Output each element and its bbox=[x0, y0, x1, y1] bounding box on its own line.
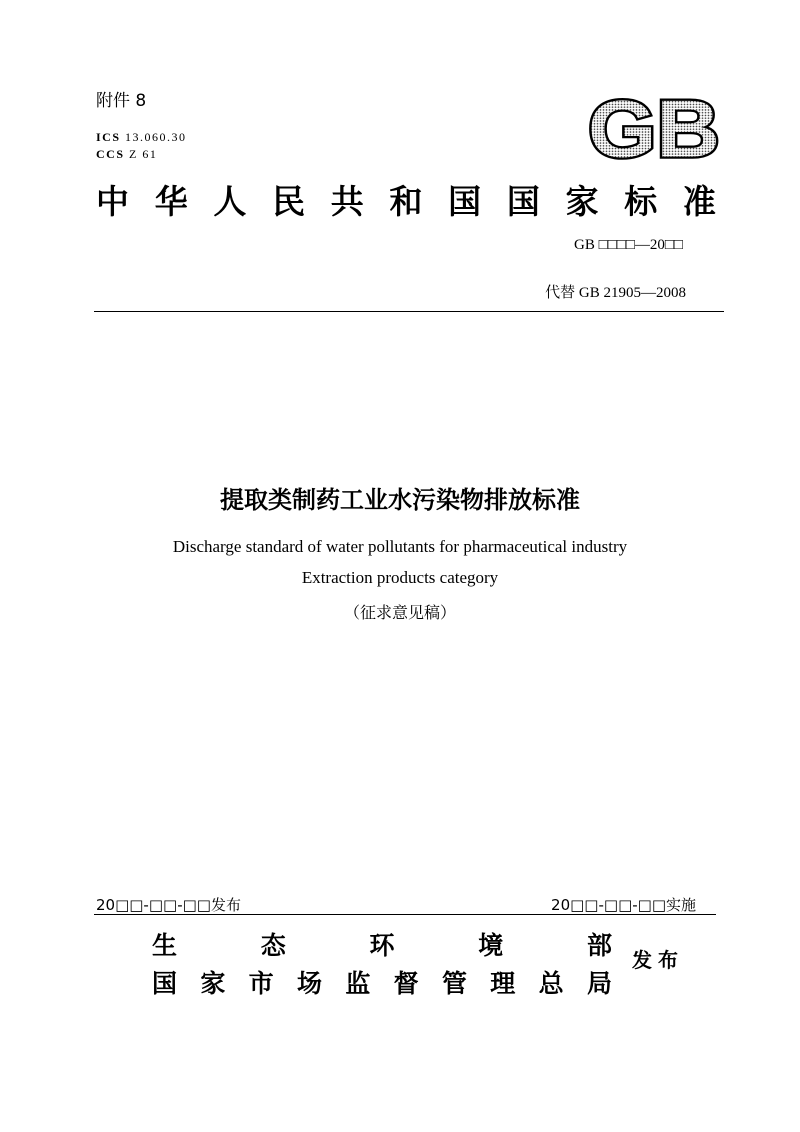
standard-category-char: 人 bbox=[213, 185, 247, 221]
draft-status: （征求意见稿） bbox=[343, 603, 456, 622]
replaces-standard: 代替 GB 21905—2008 bbox=[545, 285, 686, 301]
publisher-administration-char: 市 bbox=[248, 971, 274, 998]
publisher-administration-char: 管 bbox=[441, 971, 467, 998]
standard-category-char: 国 bbox=[506, 185, 540, 221]
standard-category-char: 标 bbox=[624, 185, 658, 221]
standard-category-char: 家 bbox=[565, 185, 599, 221]
publisher-ministry-char: 生 bbox=[152, 933, 178, 960]
standard-category-char: 华 bbox=[154, 185, 188, 221]
standard-category-char: 准 bbox=[682, 185, 716, 221]
publisher-ministry bbox=[152, 926, 612, 962]
ics-value: 13.060.30 bbox=[125, 130, 187, 144]
ics-label: ICS bbox=[96, 130, 121, 144]
english-title-line-2: Extraction products category bbox=[301, 568, 499, 587]
publisher-administration-char: 家 bbox=[200, 971, 226, 998]
publisher-ministry-char: 部 bbox=[586, 933, 612, 960]
standard-category-char: 国 bbox=[448, 185, 482, 221]
publisher-administration-char: 总 bbox=[538, 971, 564, 998]
standard-category-char: 共 bbox=[330, 185, 364, 221]
publisher-ministry-char: 境 bbox=[478, 933, 504, 960]
standard-category-title bbox=[96, 176, 716, 223]
publisher-administration bbox=[152, 964, 612, 1000]
ccs-value: Z 61 bbox=[129, 147, 158, 161]
standard-number: GB □□□□—20□□ bbox=[574, 237, 683, 253]
publisher-administration-char: 国 bbox=[152, 971, 178, 998]
standard-category-char: 和 bbox=[389, 185, 423, 221]
ccs-label: CCS bbox=[96, 147, 125, 161]
gb-logo-icon bbox=[578, 92, 730, 170]
svg-text:GB: GB bbox=[588, 92, 720, 170]
document-title: 提取类制药工业水污染物排放标准 bbox=[220, 486, 580, 514]
ccs-code bbox=[96, 147, 157, 162]
publisher-administration-char: 理 bbox=[490, 971, 516, 998]
issue-date: 20□□-□□-□□发布 bbox=[96, 896, 241, 914]
publisher-administration-char: 督 bbox=[393, 971, 419, 998]
header-divider bbox=[94, 311, 724, 312]
implementation-date: 20□□-□□-□□实施 bbox=[551, 896, 696, 914]
attachment-label: 附件 8 bbox=[96, 91, 147, 111]
ics-code bbox=[96, 130, 187, 145]
standard-category-char: 民 bbox=[272, 185, 306, 221]
publisher-administration-char: 场 bbox=[296, 971, 322, 998]
footer-divider bbox=[94, 914, 716, 915]
standard-category-char: 中 bbox=[96, 185, 129, 221]
publish-label: 发布 bbox=[632, 950, 684, 972]
publisher-ministry-char: 态 bbox=[260, 933, 286, 960]
publisher-ministry-char: 环 bbox=[369, 933, 395, 960]
publisher-administration-char: 监 bbox=[345, 971, 371, 998]
english-title-line-1: Discharge standard of water pollutants for pharmaceutical industry bbox=[172, 537, 628, 556]
publisher-administration-char: 局 bbox=[586, 971, 612, 998]
